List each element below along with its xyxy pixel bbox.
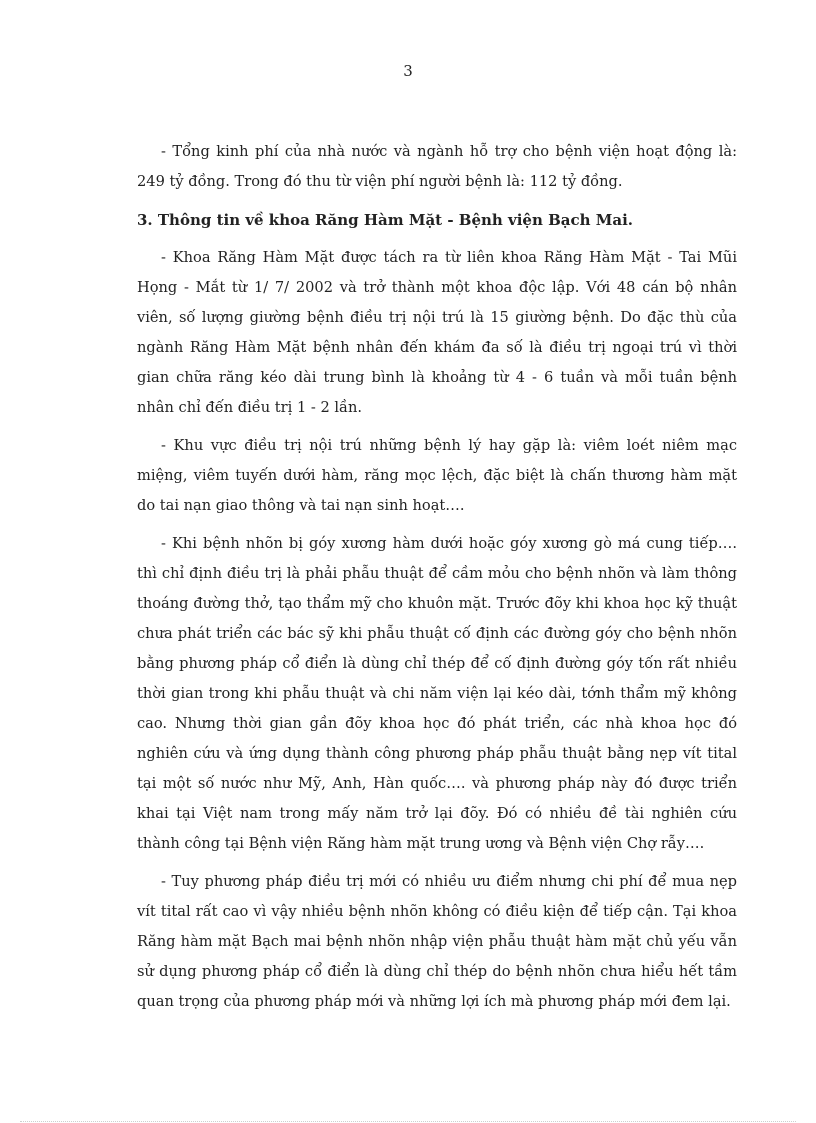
paragraph-inpatient-conditions: - Khu vực điều trị nội trú những bệnh lý hay gặp là: viêm loét niêm mạc miệng, viêm tuyến dưới hàm, răng mọc lệch, đặc biệt là chấn thương hàm mặt do tai nạn giao thông và tai nạn sinh hoạt….: [137, 437, 737, 514]
page-number: 3: [403, 62, 413, 80]
paragraph-department-intro: - Khoa Răng Hàm Mặt được tách ra từ liên khoa Răng Hàm Mặt - Tai Mũi Họng - Mắt từ 1/ 7/ 2002 và trở thành một khoa độc lập. Với 48 cán bộ nhân viên, số lượng giường bệnh điều trị nội trú là 15 giường bệnh. Do đặc thù của ngành Răng Hàm Mặt bệnh nhân đến khám đa số là điều trị ngoại trú vì thời gian chữa răng kéo dài trung bình là khoảng từ 4 - 6 tuần và mỗi tuần bệnh nhân chỉ đến điều trị 1 - 2 lần.: [137, 249, 737, 416]
paragraph-funding: - Tổng kinh phí của nhà nước và ngành hỗ trợ cho bệnh viện hoạt động là: 249 tỷ đồng. Trong đó thu từ viện phí người bệnh là: 112 tỷ đồng.: [137, 143, 737, 190]
page-bottom-divider: [20, 1121, 796, 1122]
section-heading: 3. Thông tin về khoa Răng Hàm Mặt - Bệnh viện Bạch Mai.: [137, 211, 634, 229]
paragraph-surgery-methods: - Khi bệnh nhõn bị góy xương hàm dưới hoặc góy xương gò má cung tiếp…. thì chỉ định điều trị là phải phẫu thuật để cầm mỏu cho bệnh nhõn và làm thông thoáng đường thở, tạo thẩm mỹ cho khuôn mặt. Trước đõy khi khoa học kỹ thuật chưa phát triển các bác sỹ khi phẫu thuật cố định các đường góy cho bệnh nhõn bằng phương pháp cổ điển là dùng chỉ thép để cố định đường góy tốn rất nhiều thời gian trong khi phẫu thuật và chi năm viện lại kéo dài, tớnh thẩm mỹ không cao. Nhưng thời gian gần đõy khoa học đó phát triển, các nhà khoa học đó nghiên cứu và ứng dụng thành công phương pháp phẫu thuật bằng nẹp vít tital tại một số nước như Mỹ, Anh, Hàn quốc…. và phương pháp này đó được triển khai tại Việt nam trong mấy năm trở lại đõy. Đó có nhiều đề tài nghiên cứu thành công tại Bệnh viện Răng hàm mặt trung ương và Bệnh viện Chợ rẫy….: [137, 535, 737, 852]
document-body: [137, 137, 737, 1025]
paragraph-cost-limitations: - Tuy phương pháp điều trị mới có nhiều ưu điểm nhưng chi phí để mua nẹp vít tital rất cao vì vậy nhiều bệnh nhõn không có điều kiện để tiếp cận. Tại khoa Răng hàm mặt Bạch mai bệnh nhõn nhập viện phẫu thuật hàm mặt chủ yếu vẫn sử dụng phương pháp cổ điển là dùng chỉ thép do bệnh nhõn chưa hiểu hết tầm quan trọng của phương pháp mới và những lợi ích mà phương pháp mới đem lại.: [137, 873, 737, 1010]
